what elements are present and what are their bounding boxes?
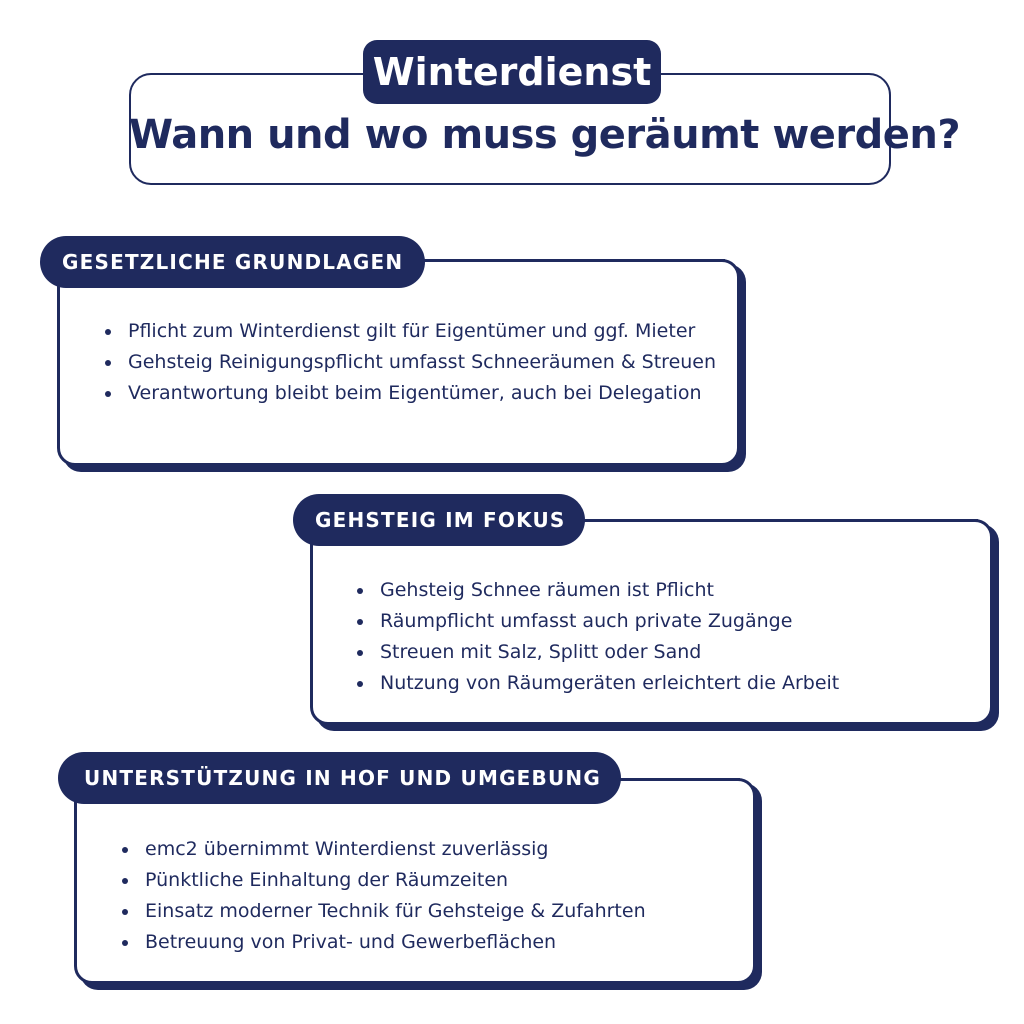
heading-line xyxy=(575,519,978,521)
section-heading: GEHSTEIG IM FOKUS xyxy=(293,494,585,546)
bullet-list xyxy=(119,834,646,958)
list-item: Streuen mit Salz, Splitt oder Sand xyxy=(354,637,839,668)
list-item: Nutzung von Räumgeräten erleichtert die Arbeit xyxy=(354,668,839,699)
section-heading: GESETZLICHE GRUNDLAGEN xyxy=(40,236,425,288)
header-subtitle: Wann und wo muss geräumt werden? xyxy=(129,112,961,158)
bullet-list xyxy=(102,316,716,409)
list-item: Verantwortung bleibt beim Eigentümer, auch bei Delegation xyxy=(102,378,716,409)
list-item: Gehsteig Reinigungspflicht umfasst Schneeräumen & Streuen xyxy=(102,347,716,378)
list-item: Einsatz moderner Technik für Gehsteige & Zufahrten xyxy=(119,896,646,927)
list-item: emc2 übernimmt Winterdienst zuverlässig xyxy=(119,834,646,865)
header-title: Winterdienst xyxy=(363,40,661,104)
section-heading: UNTERSTÜTZUNG IN HOF UND UMGEBUNG xyxy=(58,752,621,804)
list-item: Pünktliche Einhaltung der Räumzeiten xyxy=(119,865,646,896)
list-item: Gehsteig Schnee räumen ist Pflicht xyxy=(354,575,839,606)
list-item: Räumpflicht umfasst auch private Zugänge xyxy=(354,606,839,637)
list-item: Betreuung von Privat- und Gewerbeflächen xyxy=(119,927,646,958)
list-item: Pflicht zum Winterdienst gilt für Eigentümer und ggf. Mieter xyxy=(102,316,716,347)
heading-line xyxy=(415,259,725,261)
bullet-list xyxy=(354,575,839,699)
heading-line xyxy=(610,778,740,780)
